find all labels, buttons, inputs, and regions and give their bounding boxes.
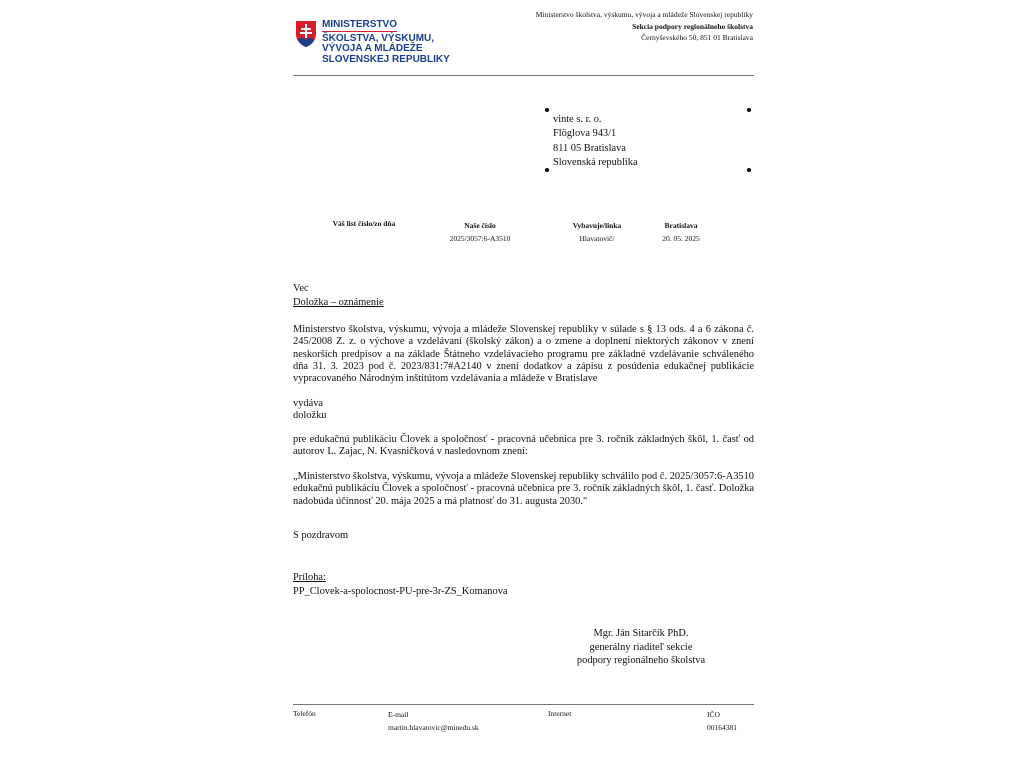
attachment-label: Príloha: xyxy=(293,572,326,583)
logo-line: VÝVOJA A MLÁDEŽE xyxy=(322,43,423,54)
email-label: E-mail xyxy=(388,710,409,719)
clause-text: doložku xyxy=(293,410,327,421)
signatory-title: podpory regionálneho školstva xyxy=(576,655,706,666)
ico-value: 00164381 xyxy=(707,722,737,732)
section-name: Sekcia podpory regionálneho školstva xyxy=(632,21,753,31)
window-mark xyxy=(747,108,751,112)
ref-label: Naše číslo xyxy=(464,221,496,230)
signatory-name: Mgr. Ján Sitarčík PhD. xyxy=(593,628,689,639)
recipient-address xyxy=(553,113,638,170)
recipient-line: vinte s. r. o. xyxy=(553,114,602,125)
logo-line: SLOVENSKEJ REPUBLIKY xyxy=(322,53,450,65)
subject: Doložka – oznámenie xyxy=(293,297,384,308)
ref-value: 20. 05. 2025 xyxy=(662,234,700,243)
publication-paragraph: pre edukačnú publikáciu Človek a spoločnosť - pracovná učebnica pre 3. ročník základných škôl, 1. časť od autorov L. Zajac, N. Kvasničková v nasledovnom znení: xyxy=(293,434,754,458)
issues-text: vydáva xyxy=(293,398,324,409)
greeting: S pozdravom xyxy=(293,530,349,541)
recipient-line: Slovenská republika xyxy=(553,156,638,168)
org-name: Ministerstvo školstva, výskumu, vývoja a mládeže Slovenskej republiky xyxy=(535,10,753,19)
footer-divider xyxy=(293,704,754,705)
internet-label: Internet xyxy=(548,709,572,718)
header-divider xyxy=(293,75,754,76)
org-address: Černyševského 50, 851 01 Bratislava xyxy=(641,33,753,42)
ref-label: Bratislava xyxy=(664,221,698,230)
signatory-title: generálny riaditeľ sekcie xyxy=(589,641,693,653)
ref-label: Váš list číslo/zo dňa xyxy=(332,219,396,228)
phone-label: Telefón xyxy=(293,709,316,718)
clause-quote: „Ministerstvo školstva, výskumu, vývoja a mládeže Slovenskej republiky schválilo pod č. 2025/3057:6-A3510 edukačnú publikáciu Človek a spoločnosť - pracovná učebnica pre 3. ročník základných škôl, 1. časť. Doložka nadobúda účinnosť 20. mája 2025 a má platnosť do 31. augusta 2030." xyxy=(293,471,754,507)
ref-label: Vybavuje/linka xyxy=(572,221,622,230)
body-paragraph: Ministerstvo školstva, výskumu, vývoja a mládeže Slovenskej republiky v súlade s § 13 ods. 4 a 6 zákona č. 245/2008 Z. z. o výchove a vzdelávaní (školský zákon) a o zmene a doplnení niektorých zákonov v znení neskorších predpisov a na základe Štátneho vzdelávacieho programu pre základné vzdelávanie schváleného dňa 31. 3. 2023 pod č. 2023/831:7#A2140 v znení dodatkov a zápisu z posúdenia edukačnej publikácie vypracovaného Národným inštitútom vzdelávania a mládeže v Bratislave xyxy=(293,324,754,385)
recipient-line: 811 05 Bratislava xyxy=(553,142,626,154)
email-value: martin.hlavatovic@minedu.sk xyxy=(388,722,479,732)
ref-value: 2025/3057:6-A3510 xyxy=(449,234,511,243)
window-mark xyxy=(545,168,549,172)
signature-block xyxy=(577,627,705,668)
logo-line: MINISTERSTVO xyxy=(322,19,398,30)
recipient-line: Flöglova 943/1 xyxy=(553,128,617,140)
window-mark xyxy=(747,168,751,172)
attachment-file: PP_Clovek-a-spolocnost-PU-pre-3r-ZS_Komanova xyxy=(293,586,508,597)
ref-value: Hlavatovič/ xyxy=(579,234,615,243)
logo-line: ŠKOLSTVA, VÝSKUMU, xyxy=(322,32,435,44)
subject-label: Vec xyxy=(293,283,309,294)
window-mark xyxy=(545,108,549,112)
ico-label: IČO xyxy=(707,710,720,719)
coat-of-arms-icon xyxy=(295,20,317,48)
